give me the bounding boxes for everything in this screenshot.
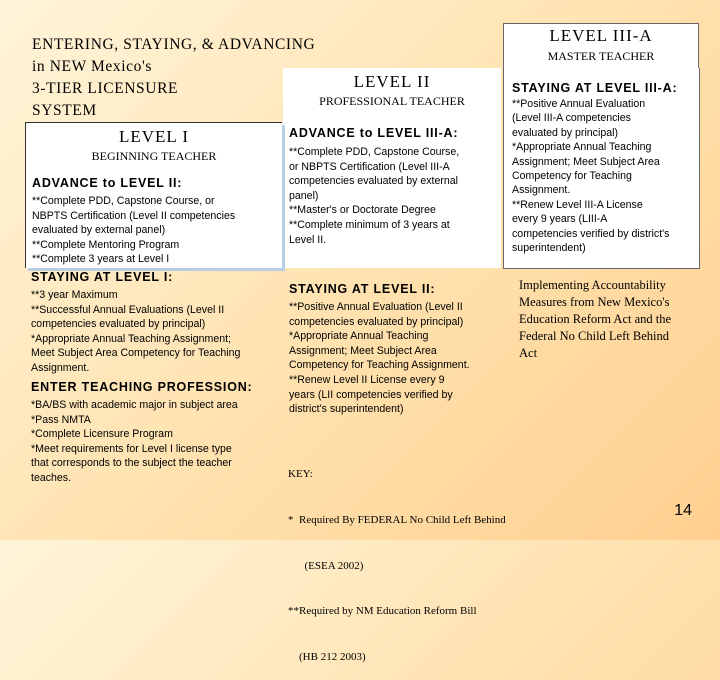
text-line: Act <box>519 346 538 360</box>
text-line: Education Reform Act and the <box>519 312 672 326</box>
text-line: **Successful Annual Evaluations (Level II <box>31 303 225 316</box>
text-line: panel) <box>289 189 319 202</box>
text-line: district's superintendent) <box>289 403 404 416</box>
level3-header <box>503 23 699 70</box>
key-legend <box>288 437 548 680</box>
text-line: NBPTS Certification (Level II competencies <box>32 209 236 222</box>
text-line: competencies verified by district's <box>512 227 670 240</box>
level2-staying-heading: STAYING AT LEVEL II: <box>289 282 436 296</box>
level3-panel <box>503 68 700 269</box>
text-line: evaluated by principal) <box>512 126 618 139</box>
text-line: *Pass NMTA <box>31 413 91 426</box>
text-line: teaches. <box>31 471 72 484</box>
level2-subtitle: PROFESSIONAL TEACHER <box>319 94 465 108</box>
enter-profession-text <box>31 398 281 486</box>
text-line: *BA/BS with academic major in subject area <box>31 399 238 411</box>
accountability-note <box>519 277 709 362</box>
text-line: Meet Subject Area Competency for Teaching <box>31 347 241 360</box>
key-line: (ESEA 2002) <box>288 559 364 572</box>
level2-advance-text <box>289 145 501 247</box>
level1-staying-heading: STAYING AT LEVEL I: <box>31 270 174 284</box>
text-line: competencies evaluated by principal) <box>289 315 464 328</box>
text-line: Competency for Teaching Assignment. <box>289 359 470 372</box>
text-line: *Meet requirements for Level I license type <box>31 442 232 455</box>
text-line: that corresponds to the subject the teacher <box>31 457 232 470</box>
text-line: *Appropriate Annual Teaching Assignment; <box>31 332 232 345</box>
title-line: SYSTEM <box>32 102 97 119</box>
level2-staying-section <box>289 282 503 417</box>
text-line: Federal No Child Left Behind <box>519 329 669 343</box>
text-line: (Level III-A competencies <box>512 112 631 125</box>
text-line: Assignment; Meet Subject Area <box>289 344 437 357</box>
text-line: **Renew Level III-A License <box>512 198 643 211</box>
text-line: **Master's or Doctorate Degree <box>289 204 436 217</box>
text-line: Measures from New Mexico's <box>519 295 670 309</box>
enter-profession-heading: ENTER TEACHING PROFESSION: <box>31 380 253 394</box>
text-line: *Complete Licensure Program <box>31 428 173 441</box>
title-line: ENTERING, STAYING, & ADVANCING <box>32 36 316 53</box>
text-line: or NBPTS Certification (Level III-A <box>289 160 450 173</box>
text-line: **Complete minimum of 3 years at <box>289 218 450 231</box>
text-line: **Positive Annual Evaluation <box>512 98 646 110</box>
text-line: **Complete PDD, Capstone Course, or <box>32 195 215 207</box>
text-line: **Complete 3 years at Level I <box>32 253 170 266</box>
level1-title: LEVEL I <box>118 127 190 146</box>
level2-staying-text <box>289 300 503 417</box>
level1-enter-section <box>31 380 281 486</box>
text-line: years (LII competencies verified by <box>289 388 453 401</box>
level3-title: LEVEL III-A <box>549 26 653 45</box>
level1-subtitle: BEGINNING TEACHER <box>91 149 217 163</box>
level1-staying-section <box>31 270 281 376</box>
level2-advance-heading: ADVANCE to LEVEL III-A: <box>289 126 459 140</box>
text-line: Assignment. <box>512 184 571 197</box>
level1-panel <box>25 122 282 268</box>
text-line: **Complete Mentoring Program <box>32 238 180 251</box>
key-heading: KEY: <box>288 468 313 481</box>
text-line: competencies evaluated by external <box>289 175 459 188</box>
text-line: every 9 years (LIII-A <box>512 213 608 226</box>
title-line: in NEW Mexico's <box>32 58 152 75</box>
level1-staying-text <box>31 288 281 376</box>
text-line: Implementing Accountability <box>519 278 666 292</box>
text-line: *Appropriate Annual Teaching <box>512 141 652 154</box>
text-line: Competency for Teaching <box>512 170 632 183</box>
key-line: (HB 212 2003) <box>288 650 366 663</box>
text-line: evaluated by external panel) <box>32 224 166 237</box>
text-line: Assignment. <box>31 361 90 374</box>
level3-staying-text <box>512 97 699 255</box>
key-line: **Required by NM Education Reform Bill <box>288 605 477 618</box>
text-line: **3 year Maximum <box>31 289 118 301</box>
level3-subtitle: MASTER TEACHER <box>547 49 655 63</box>
level1-advance-text <box>32 194 282 267</box>
level2-title: LEVEL II <box>353 72 431 91</box>
text-line: *Appropriate Annual Teaching <box>289 330 429 343</box>
text-line: Assignment; Meet Subject Area <box>512 155 660 168</box>
level3-staying-heading: STAYING AT LEVEL III-A: <box>512 81 678 95</box>
page-number: 14 <box>674 502 692 519</box>
text-line: **Renew Level II License every 9 <box>289 373 445 386</box>
text-line: competencies evaluated by principal) <box>31 318 206 331</box>
title-line: 3-TIER LICENSURE <box>32 80 179 97</box>
level2-panel <box>283 68 501 268</box>
text-line: Level II. <box>289 233 327 246</box>
text-line: **Positive Annual Evaluation (Level II <box>289 301 463 313</box>
text-line: **Complete PDD, Capstone Course, <box>289 146 460 158</box>
text-line: superintendent) <box>512 242 586 255</box>
key-line: * Required By FEDERAL No Child Left Behind <box>288 514 506 527</box>
level1-advance-heading: ADVANCE to LEVEL II: <box>32 176 183 190</box>
